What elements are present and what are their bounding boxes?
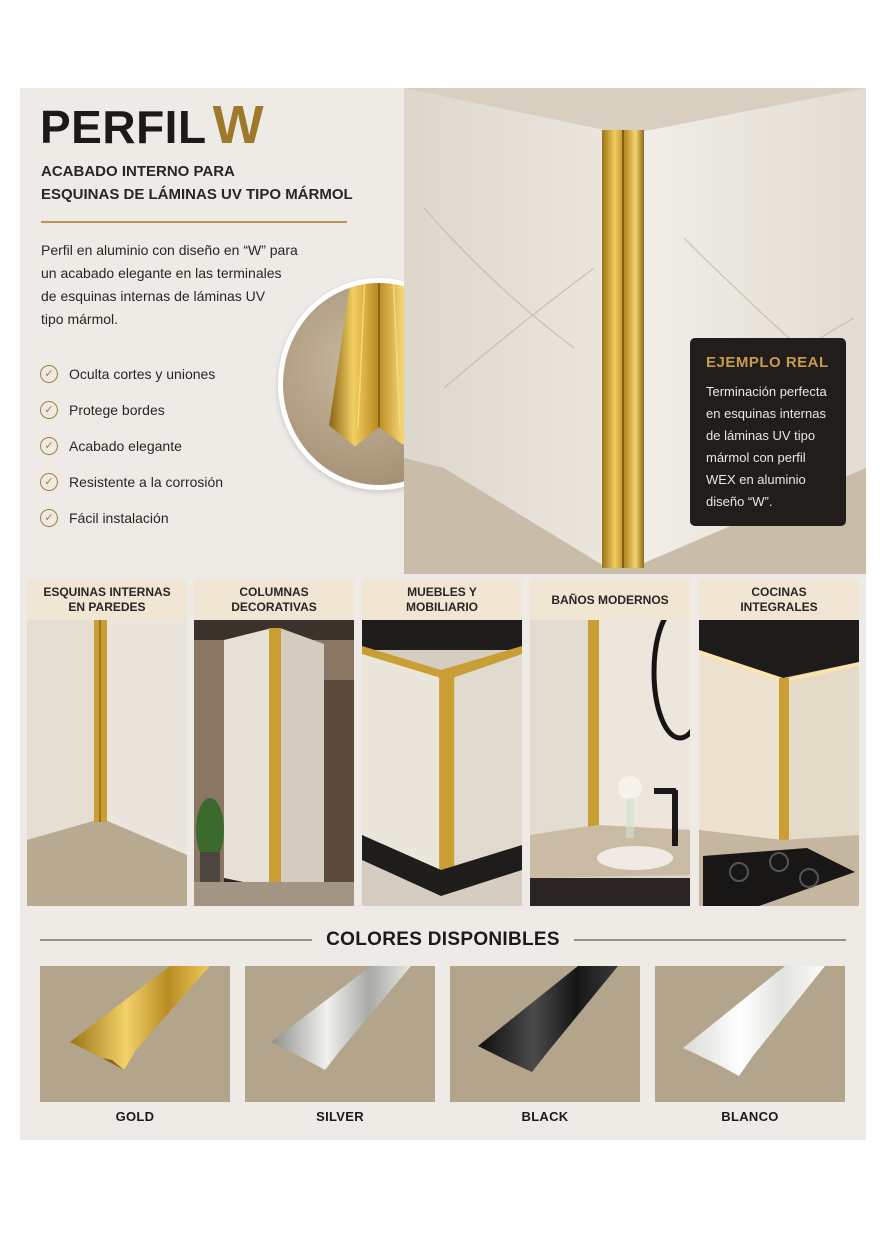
application-card	[362, 580, 522, 906]
subtitle-line: ESQUINAS DE LÁMINAS UV TIPO MÁRMOL	[41, 186, 353, 203]
feature-label: Acabado elegante	[69, 438, 182, 454]
intro-paragraph	[41, 239, 341, 331]
example-text	[706, 381, 832, 513]
application-label-line: ESQUINAS INTERNAS	[43, 585, 171, 599]
feature-item	[40, 500, 223, 536]
application-card	[530, 580, 690, 906]
intro-line: Perfil en aluminio con diseño en “W” para	[41, 242, 298, 258]
intro-line: tipo mármol.	[41, 311, 119, 327]
application-card	[27, 580, 187, 906]
example-line: Terminación perfecta	[706, 384, 827, 399]
feature-item	[40, 356, 223, 392]
subtitle	[41, 160, 381, 206]
example-line: WEX en aluminio	[706, 472, 806, 487]
heading-rule	[40, 939, 312, 941]
application-label-line: INTEGRALES	[740, 600, 818, 614]
subtitle-line: ACABADO INTERNO PARA	[41, 163, 235, 180]
feature-item	[40, 428, 223, 464]
page-title	[40, 94, 264, 156]
application-label-line: DECORATIVAS	[231, 600, 317, 614]
example-line: en esquinas internas	[706, 406, 826, 421]
check-circle-icon: ✓	[40, 437, 58, 455]
check-circle-icon: ✓	[40, 365, 58, 383]
feature-label: Oculta cortes y uniones	[69, 366, 216, 382]
intro-line: un acabado elegante en las terminales	[41, 265, 282, 281]
check-circle-icon: ✓	[40, 473, 58, 491]
check-circle-icon: ✓	[40, 401, 58, 419]
application-label-line: MOBILIARIO	[406, 600, 478, 614]
heading-rule	[574, 939, 846, 941]
feature-label: Resistente a la corrosión	[69, 474, 224, 490]
application-label	[530, 580, 690, 620]
example-line: mármol con perfil	[706, 450, 806, 465]
feature-label: Protege bordes	[69, 402, 165, 418]
feature-label: Fácil instalación	[69, 510, 169, 526]
application-label-line: BAÑOS MODERNOS	[551, 592, 669, 607]
color-swatch-gold	[40, 966, 230, 1102]
title-accent: W	[212, 95, 265, 155]
application-label-line: EN PAREDES	[68, 600, 146, 614]
application-label	[362, 580, 522, 620]
decorative-column-image	[194, 620, 354, 906]
colors-heading	[40, 928, 846, 952]
feature-list	[40, 356, 223, 536]
bathroom-image	[530, 620, 690, 906]
colors-heading-text: COLORES DISPONIBLES	[326, 929, 560, 950]
furniture-image	[362, 620, 522, 906]
product-poster	[20, 88, 866, 1140]
color-swatch-black	[450, 966, 640, 1102]
check-circle-icon: ✓	[40, 509, 58, 527]
feature-item	[40, 392, 223, 428]
interior-corner-image	[27, 620, 187, 906]
color-label-blanco: BLANCO	[721, 1109, 779, 1124]
color-label-black: BLACK	[521, 1109, 569, 1124]
application-label-line: MUEBLES Y	[407, 585, 477, 599]
applications-row	[27, 580, 859, 906]
application-card	[194, 580, 354, 906]
application-label	[27, 580, 187, 620]
color-swatch-silver	[245, 966, 435, 1102]
feature-item	[40, 464, 223, 500]
kitchen-image	[699, 620, 859, 906]
color-label-gold: GOLD	[115, 1109, 155, 1124]
application-label	[194, 580, 354, 620]
application-label	[699, 580, 859, 620]
color-swatch-blanco	[655, 966, 845, 1102]
application-card	[699, 580, 859, 906]
gold-divider	[41, 221, 347, 223]
example-callout	[690, 338, 846, 526]
example-title: EJEMPLO REAL	[706, 354, 829, 371]
application-label-line: COCINAS	[751, 585, 807, 599]
example-line: diseño “W”.	[706, 494, 773, 509]
example-line: de láminas UV tipo	[706, 428, 816, 443]
application-label-line: COLUMNAS	[239, 585, 309, 599]
color-label-silver: SILVER	[316, 1109, 364, 1124]
intro-line: de esquinas internas de láminas UV	[41, 288, 266, 304]
title-text: PERFIL	[40, 101, 207, 153]
